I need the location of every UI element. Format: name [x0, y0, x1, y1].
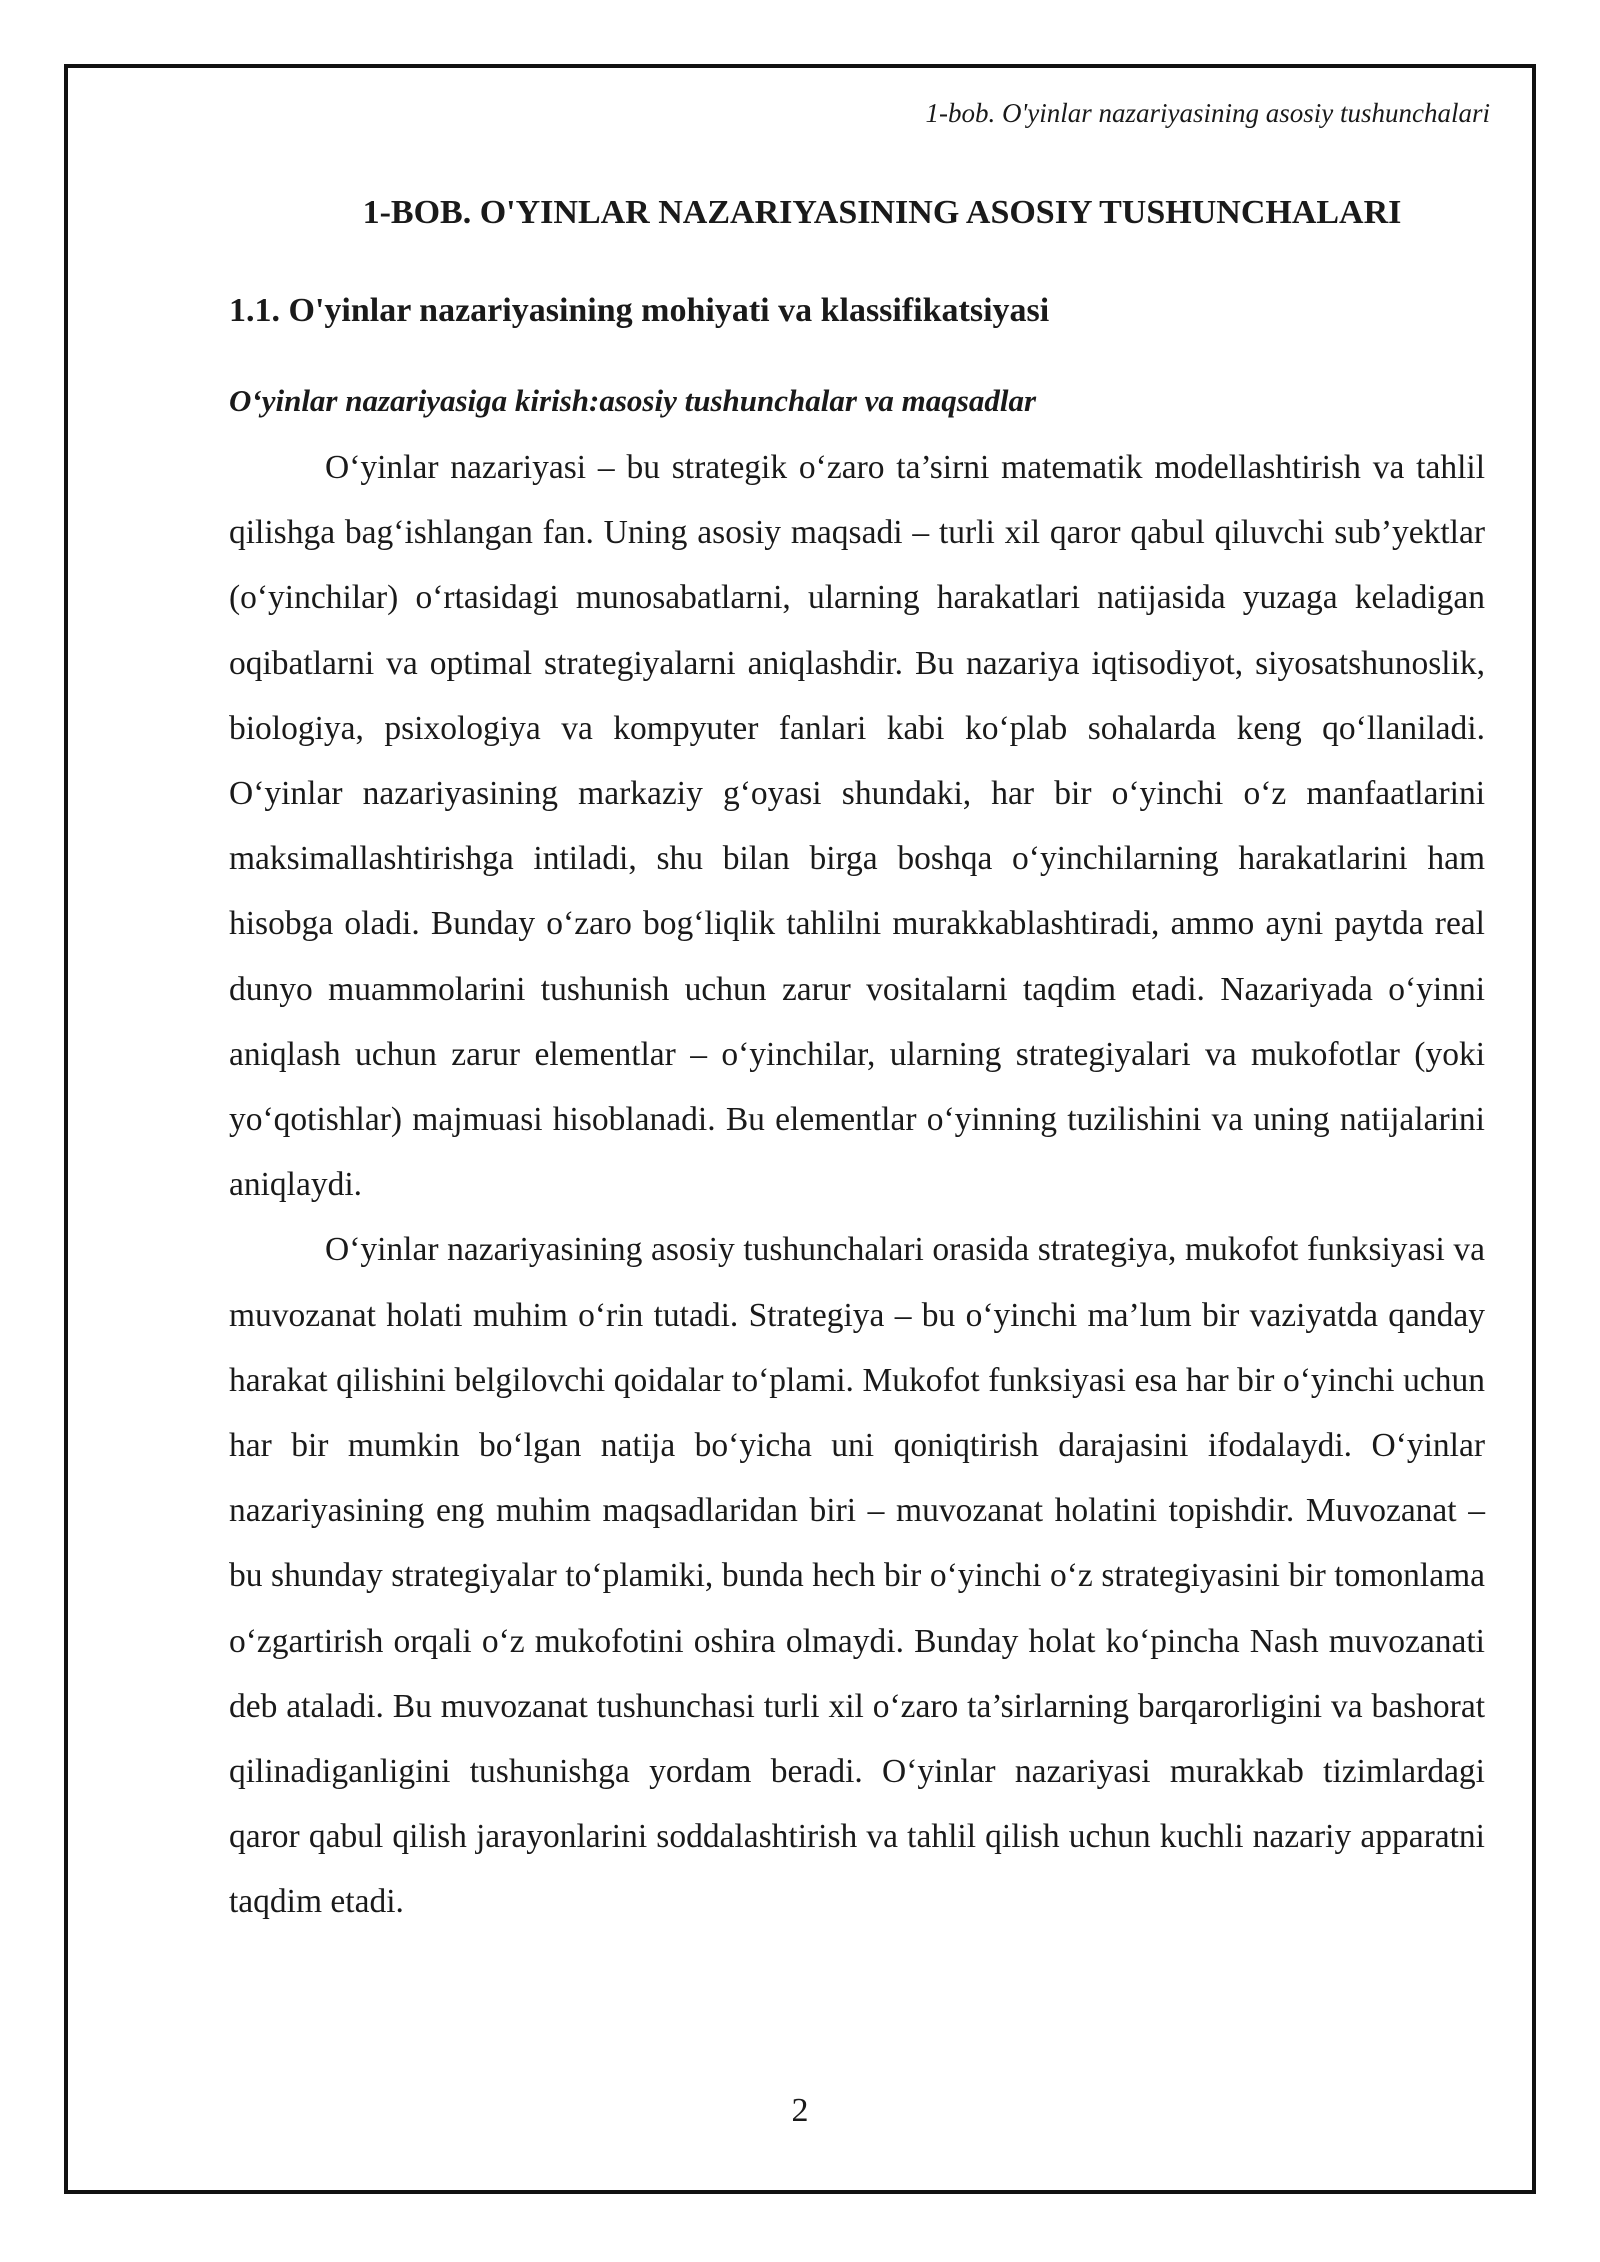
subsection-title: O‘yinlar nazariyasiga kirish:asosiy tushunchalar va maqsadlar [229, 383, 1037, 418]
body-paragraph-1: O‘yinlar nazariyasi – bu strategik o‘zaro ta’sirni matematik modellashtirish va tahlil qilishga bag‘ishlangan fan. Uning asosiy maqsadi – turli xil qaror qabul qiluvchi sub’yektlar (o‘yinchilar) o‘rtasidagi munosabatlarni, ularning harakatlari natijasida yuzaga keladigan oqibatlarni va optimal strategiyalarni aniqlashdir. Bu nazariya iqtisodiyot, siyosatshunoslik, biologiya, psixologiya va kompyuter fanlari kabi ko‘plab sohalarda keng qo‘llaniladi. O‘yinlar nazariyasining markaziy g‘oyasi shundaki, har bir o‘yinchi o‘z manfaatlarini maksimallashtirishga intiladi, shu bilan birga boshqa o‘yinchilarning harakatlarini ham hisobga oladi. Bunday o‘zaro bog‘liqlik tahlilni murakkablashtiradi, ammo ayni paytda real dunyo muammolarini tushunish uchun zarur vositalarni taqdim etadi. Nazariyada o‘yinni aniqlash uchun zarur elementlar – o‘yinchilar, ularning strategiyalari va mukofotlar (yoki yo‘qotishlar) majmuasi hisoblanadi. Bu elementlar o‘yinning tuzilishini va uning natijalarini aniqlaydi. [229, 449, 1485, 1204]
page-content [229, 184, 1485, 1935]
chapter-title: 1-BOB. O'YINLAR NAZARIYASINING ASOSIY TUSHUNCHALARI [362, 194, 1402, 231]
section-title: 1.1. O'yinlar nazariyasining mohiyati va klassifikatsiyasi [229, 292, 1050, 329]
page-number: 2 [791, 2092, 809, 2129]
running-header: 1-bob. O'yinlar nazariyasining asosiy tushunchalari [925, 98, 1490, 128]
body-paragraph-2: O‘yinlar nazariyasining asosiy tushunchalari orasida strategiya, mukofot funksiyasi va muvozanat holati muhim o‘rin tutadi. Strategiya – bu o‘yinchi ma’lum bir vaziyatda qanday harakat qilishini belgilovchi qoidalar to‘plami. Mukofot funksiyasi esa har bir o‘yinchi uchun har bir mumkin bo‘lgan natija bo‘yicha uni qoniqtirish darajasini ifodalaydi. O‘yinlar nazariyasining eng muhim maqsadlaridan biri – muvozanat holatini topishdir. Muvozanat – bu shunday strategiyalar to‘plamiki, bunda hech bir o‘yinchi o‘z strategiyasini bir tomonlama o‘zgartirish orqali o‘z mukofotini oshira olmaydi. Bunday holat ko‘pincha Nash muvozanati deb ataladi. Bu muvozanat tushunchasi turli xil o‘zaro ta’sirlarning barqarorligini va bashorat qilinadiganligini tushunishga yordam beradi. O‘yinlar nazariyasi murakkab tizimlardagi qaror qabul qilish jarayonlarini soddalashtirish va tahlil qilish uchun kuchli nazariy apparatni taqdim etadi. [229, 1231, 1485, 1921]
